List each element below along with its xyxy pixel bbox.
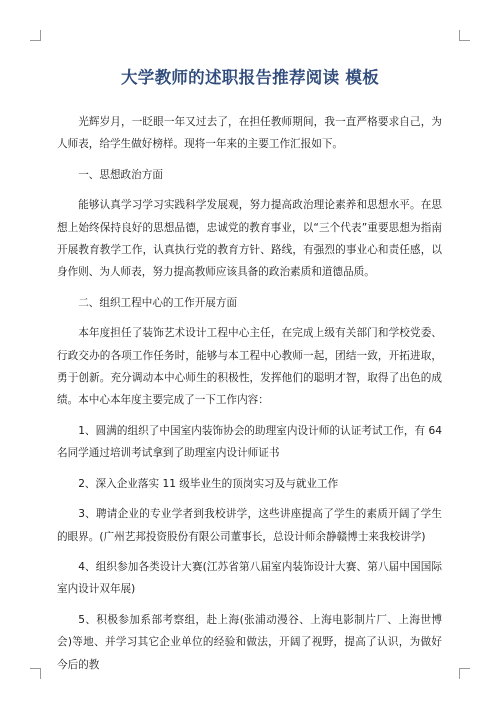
crop-mark-bottom-right	[459, 668, 470, 679]
document-body	[57, 111, 442, 684]
document-title: 大学教师的述职报告推荐阅读 模板	[120, 68, 380, 87]
politics-paragraph: 能够认真学习学习实践科学发展观，努力提高政治理论素养和思想水平。在思想上始终保持良好的思想品德，忠诚党的教育事业，以“三个代表”重要思想为指南开展教育教学工作，认真执行党的教育方针、路线，有强烈的事业心和责任感，以身作则、为人师表，努力提高教师应该具备的政治素质和道德品质。	[57, 199, 442, 279]
crop-mark-top-left	[30, 30, 41, 41]
section-heading-politics: 一、思想政治方面	[78, 168, 163, 181]
list-item-1: 1、圆满的组织了中国室内装饰协会的助理室内设计师的认证考试工作，有 64 名同学通过培训考试拿到了助理室内设计师证书	[57, 424, 442, 460]
list-item-4: 4、组织参加各类设计大赛(江苏省第八届室内装饰设计大赛、第八届中国国际室内设计双年展)	[57, 560, 442, 596]
crop-mark-bottom-left	[30, 668, 41, 679]
list-item-5: 5、积极参加系部考察组，赴上海(张浦动漫谷、上海电影制片厂、上海世博会)等地、并学习其它企业单位的经验和做法，开阔了视野，提高了认识，为做好今后的教	[57, 613, 442, 671]
engineering-center-paragraph: 本年度担任了装饰艺术设计工程中心主任，在完成上级有关部门和学校党委、行政交办的各项工作任务时，能够与本工程中心教师一起，团结一致，开拓进取，勇于创新。充分调动本中心师生的积极性，发挥他们的聪明才智，取得了出色的成绩。本中心本年度主要完成了一下工作内容：	[57, 327, 442, 407]
intro-paragraph: 光辉岁月，一眨眼一年又过去了，在担任教师期间，我一直严格要求自己，为人师表，给学生做好榜样。现将一年来的主要工作汇报如下。	[57, 116, 442, 151]
section-heading-engineering-center: 二、组织工程中心的工作开展方面	[78, 296, 238, 309]
crop-mark-top-right	[459, 30, 470, 41]
list-item-2: 2、深入企业落实 11 级毕业生的顶岗实习及与就业工作	[78, 477, 339, 490]
list-item-3: 3、聘请企业的专业学者到我校讲学，这些讲座提高了学生的素质开阔了学生的眼界。(广州艺邦投资股份有限公司董事长，总设计师余静赣博士来我校讲学)	[57, 508, 442, 543]
